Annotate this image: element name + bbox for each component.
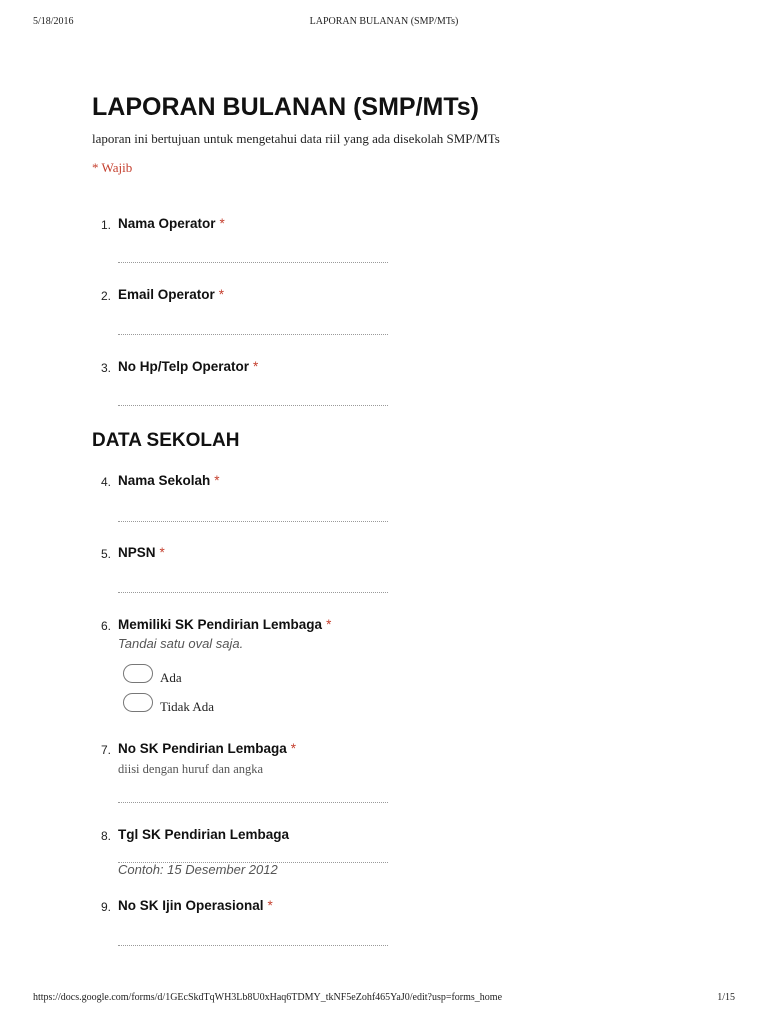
question-number: 5. bbox=[100, 547, 111, 561]
nama-operator-input[interactable] bbox=[118, 262, 388, 263]
question-label: Memiliki SK Pendirian Lembaga * bbox=[118, 617, 332, 632]
form-description: laporan ini bertujuan untuk mengetahui data riil yang ada disekolah SMP/MTs bbox=[92, 131, 500, 146]
question-help: diisi dengan huruf dan angka bbox=[118, 762, 264, 776]
question-number: 4. bbox=[100, 475, 111, 489]
question-label: Nama Sekolah * bbox=[118, 473, 220, 488]
required-note: * Wajib bbox=[92, 160, 133, 175]
option-label-ada: Ada bbox=[160, 670, 182, 685]
question-number: 8. bbox=[100, 829, 111, 843]
nama-sekolah-input[interactable] bbox=[118, 521, 388, 522]
question-number: 6. bbox=[100, 619, 111, 633]
question-number: 1. bbox=[100, 218, 111, 232]
required-asterisk: * bbox=[159, 545, 165, 560]
question-label: No Hp/Telp Operator * bbox=[118, 359, 259, 374]
section-title: DATA SEKOLAH bbox=[92, 430, 240, 451]
radio-ada[interactable] bbox=[123, 664, 153, 683]
radio-tidak-ada[interactable] bbox=[123, 693, 153, 712]
question-help: Tandai satu oval saja. bbox=[118, 636, 244, 651]
npsn-input[interactable] bbox=[118, 592, 388, 593]
required-asterisk: * bbox=[253, 359, 259, 374]
required-asterisk: * bbox=[218, 287, 225, 302]
question-number: 3. bbox=[100, 361, 111, 375]
required-asterisk: * bbox=[219, 216, 225, 231]
question-number: 2. bbox=[100, 289, 111, 303]
question-label: Tgl SK Pendirian Lembaga bbox=[118, 827, 290, 842]
form-title: LAPORAN BULANAN (SMP/MTs) bbox=[92, 93, 480, 121]
print-date: 5/18/2016 bbox=[33, 16, 74, 27]
no-sk-pendirian-input[interactable] bbox=[118, 802, 388, 803]
required-asterisk: * bbox=[267, 898, 273, 913]
email-operator-input[interactable] bbox=[118, 334, 388, 335]
required-asterisk: * bbox=[214, 473, 220, 488]
question-number: 9. bbox=[100, 900, 111, 914]
question-number: 7. bbox=[100, 743, 111, 757]
question-label: Email Operator * bbox=[118, 287, 225, 302]
question-label: Nama Operator * bbox=[118, 216, 225, 231]
question-label: No SK Ijin Operasional * bbox=[118, 898, 273, 913]
option-label-tidak-ada: Tidak Ada bbox=[160, 699, 215, 714]
question-label: No SK Pendirian Lembaga * bbox=[118, 741, 297, 756]
question-help: Contoh: 15 Desember 2012 bbox=[118, 862, 278, 877]
no-hp-operator-input[interactable] bbox=[118, 405, 388, 406]
required-asterisk: * bbox=[290, 741, 297, 756]
question-label: NPSN * bbox=[118, 545, 165, 560]
print-page-title: LAPORAN BULANAN (SMP/MTs) bbox=[309, 16, 459, 27]
required-asterisk: * bbox=[326, 617, 332, 632]
no-sk-ijin-operasional-input[interactable] bbox=[118, 945, 388, 946]
print-url: https://docs.google.com/forms/d/1GEcSkdTqWH3Lb8U0xHaq6TDMY_tkNF5eZohf465YaJ0/edit?usp=forms_home bbox=[33, 992, 503, 1003]
print-page-number: 1/15 bbox=[717, 992, 735, 1003]
